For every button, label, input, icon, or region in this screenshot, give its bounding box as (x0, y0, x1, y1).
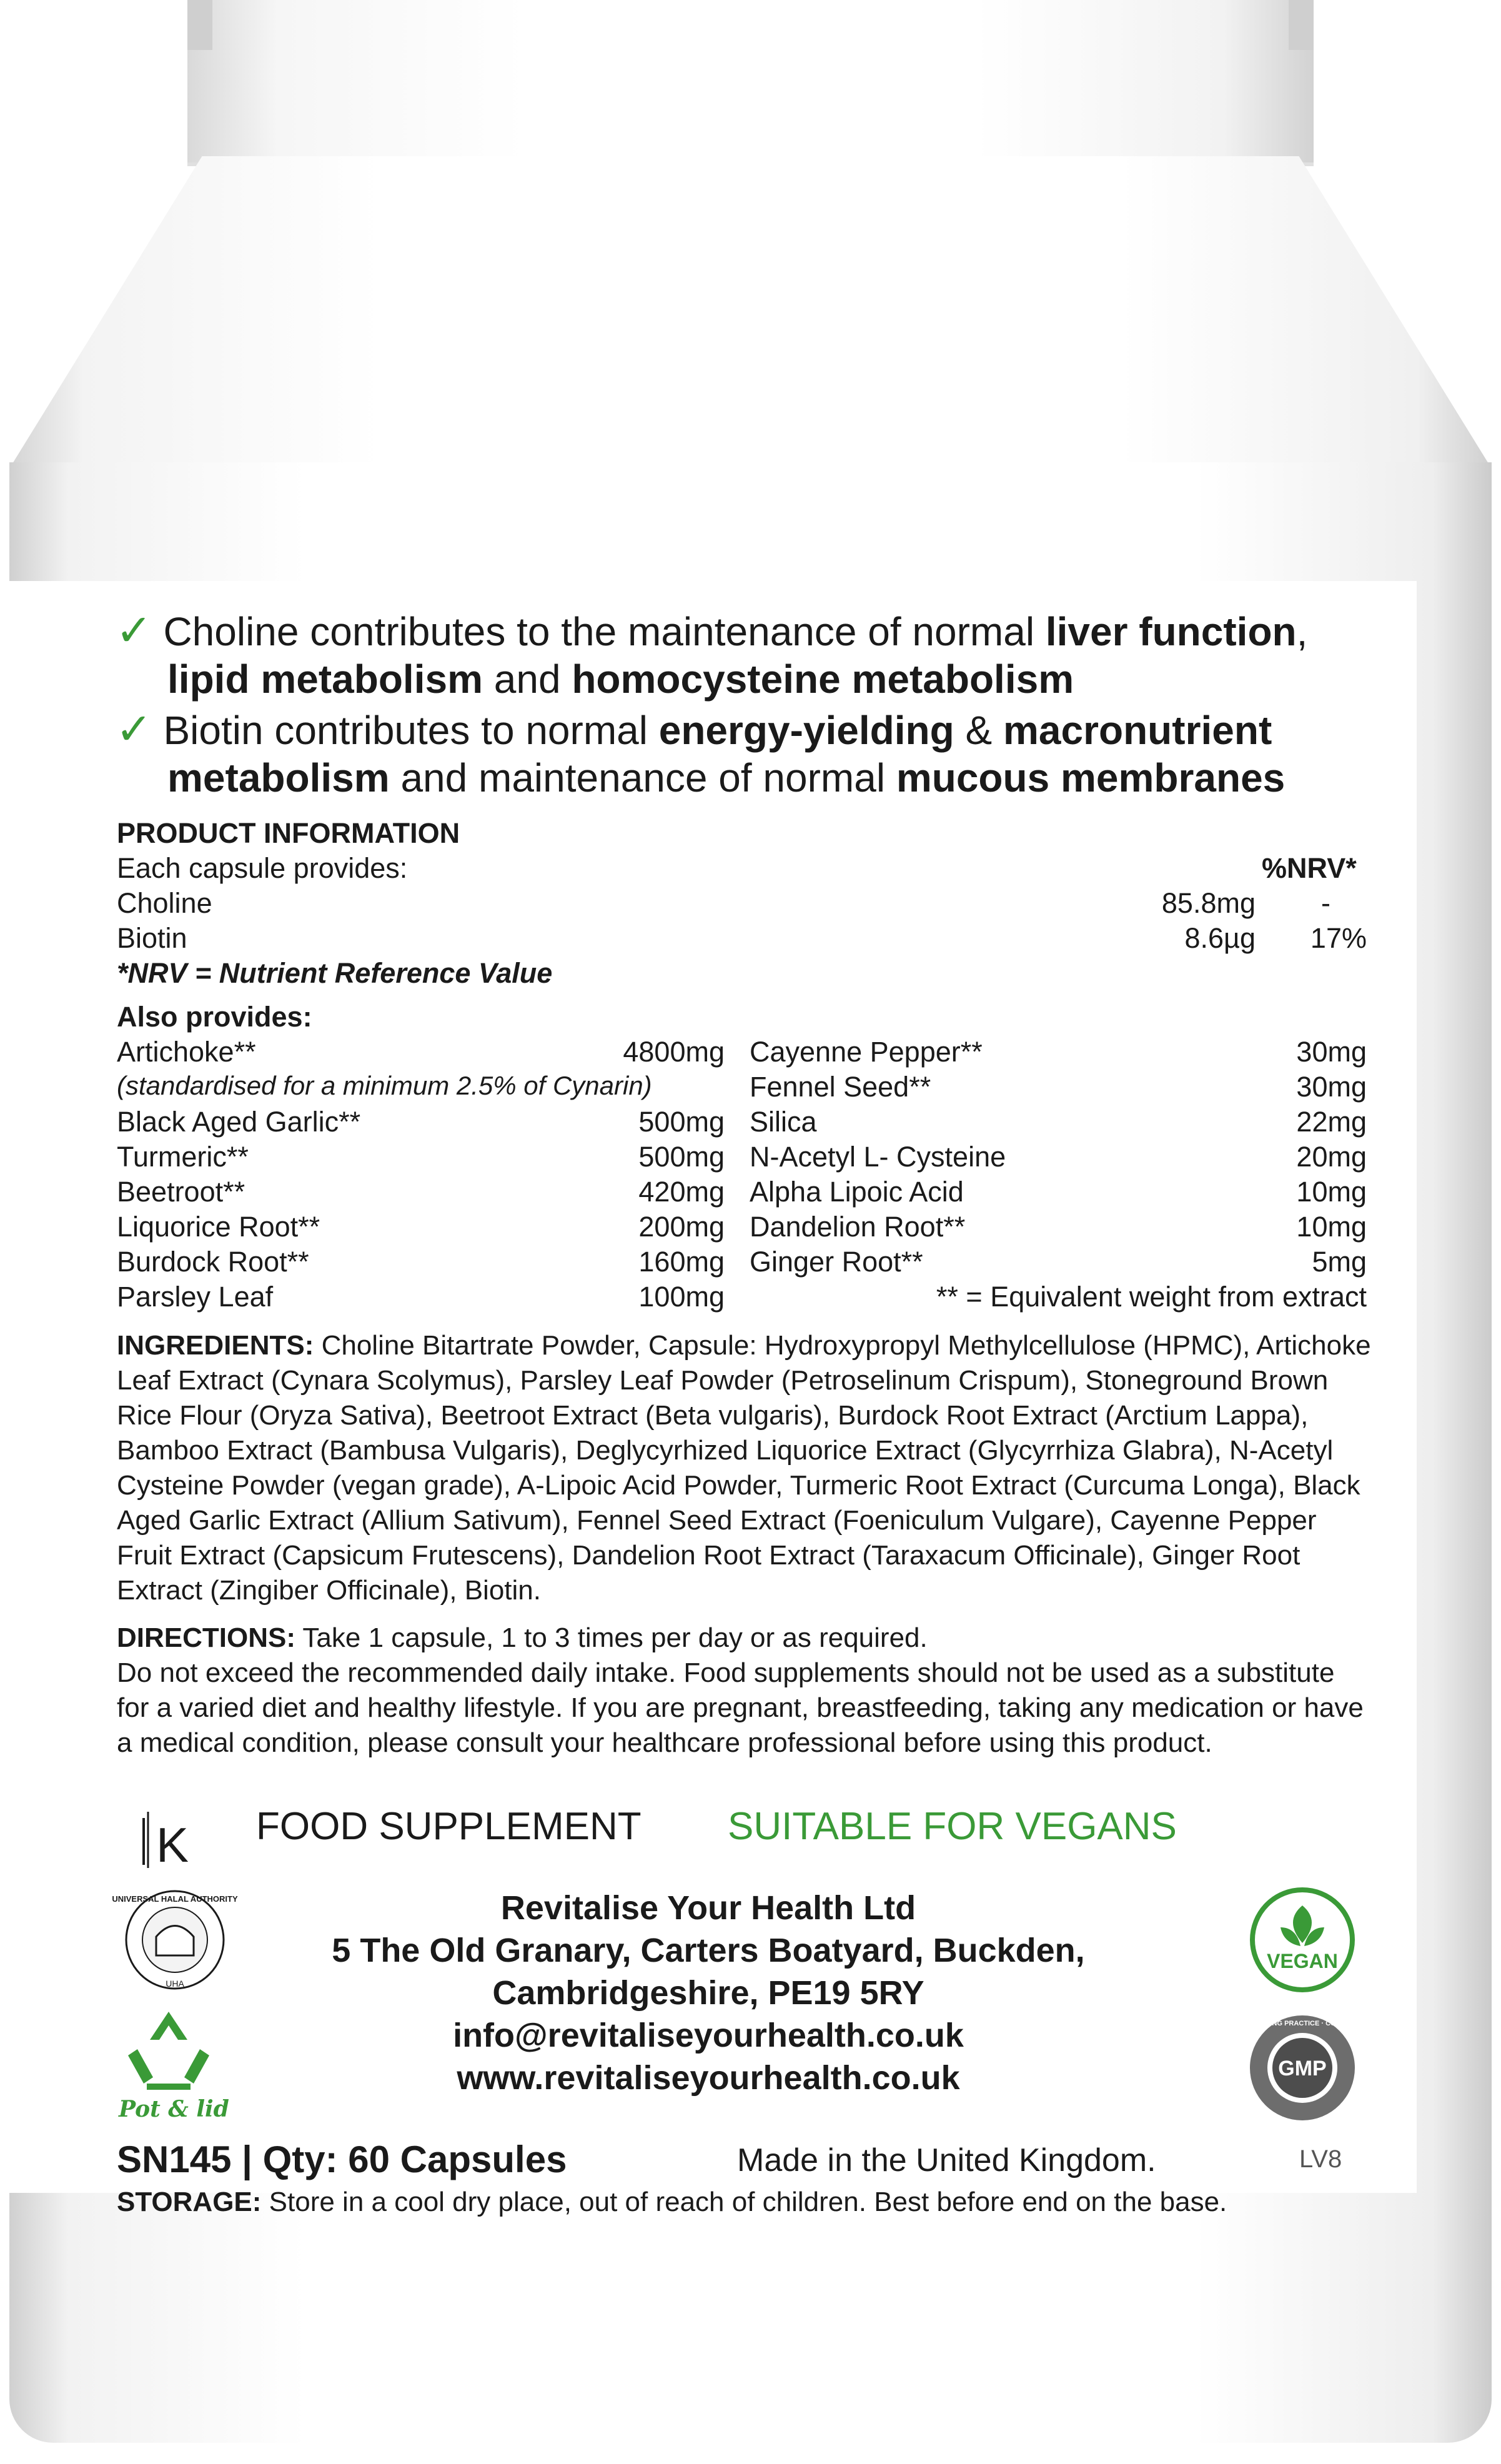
nrv-header: %NRV* (1262, 852, 1357, 884)
storage-text: STORAGE: Store in a cool dry place, out of reach of children. Best before end on the base. (117, 2187, 1227, 2217)
ingredient-amount: 10mg (1296, 1211, 1367, 1243)
equivalent-weight-footnote: ** = Equivalent weight from extract (936, 1281, 1367, 1313)
lv-code: LV8 (1299, 2145, 1342, 2173)
company-name: Revitalise Your Health Ltd (500, 1889, 916, 1927)
ingredient-name: N-Acetyl L- Cysteine (750, 1141, 1006, 1173)
company-address-line2: Cambridgeshire, PE19 5RY (492, 1974, 924, 2012)
ingredient-amount: 5mg (1312, 1246, 1367, 1278)
nutrient-nrv: 17% (1310, 922, 1367, 954)
vegan-badge (1249, 1887, 1355, 1993)
also-provides-heading: Also provides: (117, 1001, 312, 1033)
check-icon: ✓ (116, 605, 152, 656)
nrv-note: *NRV = Nutrient Reference Value (117, 957, 553, 989)
kosher-logo (134, 1806, 203, 1874)
lid-tab-left (187, 0, 212, 50)
ingredient-name: Cayenne Pepper** (750, 1036, 983, 1068)
ingredient-name: Silica (750, 1106, 817, 1138)
nutrient-name: Choline (117, 887, 212, 919)
svg-text:UHA: UHA (166, 1979, 184, 1989)
company-email: info@revitaliseyourhealth.co.uk (453, 2017, 964, 2054)
nutrient-nrv: - (1321, 887, 1330, 919)
ingredient-name: Black Aged Garlic** (117, 1106, 361, 1138)
svg-text:UNIVERSAL HALAL AUTHORITY: UNIVERSAL HALAL AUTHORITY (112, 1894, 238, 1904)
ingredient-note: (standardised for a minimum 2.5% of Cynarin) (117, 1071, 652, 1100)
directions-block: DIRECTIONS: Take 1 capsule, 1 to 3 times per day or as required. (117, 1622, 928, 1653)
lid-tab-right (1289, 0, 1314, 50)
company-address-line1: 5 The Old Granary, Carters Boatyard, Buckden, (332, 1932, 1085, 1969)
ingredient-name: Beetroot** (117, 1176, 245, 1208)
sku-quantity: SN145 | Qty: 60 Capsules (117, 2139, 567, 2180)
ingredient-name: Dandelion Root** (750, 1211, 966, 1243)
ingredient-name: Artichoke** (117, 1036, 256, 1068)
ingredient-amount: 4800mg (623, 1036, 725, 1068)
ingredient-amount: 22mg (1296, 1106, 1367, 1138)
ingredient-amount: 20mg (1296, 1141, 1367, 1173)
company-address (0, 1887, 1417, 2099)
nutrient-amount: 85.8mg (1161, 887, 1256, 919)
ingredient-name: Ginger Root** (750, 1246, 923, 1278)
claim-biotin-line1: ✓ Biotin contributes to normal energy-yielding & macronutrient (116, 703, 1272, 755)
check-icon: ✓ (116, 703, 152, 755)
ingredient-amount: 420mg (638, 1176, 725, 1208)
bottle-shoulder (9, 156, 1492, 469)
kosher-letter: K (156, 1817, 189, 1872)
ingredient-amount: 200mg (638, 1211, 725, 1243)
made-in-text: Made in the United Kingdom. (737, 2142, 1156, 2178)
ingredient-name: Liquorice Root** (117, 1211, 320, 1243)
nutrient-name: Biotin (117, 922, 187, 954)
ingredient-name: Fennel Seed** (750, 1071, 931, 1103)
ingredient-amount: 10mg (1296, 1176, 1367, 1208)
gmp-badge (1199, 2012, 1406, 2124)
nutrient-amount: 8.6µg (1184, 922, 1256, 954)
product-info-heading: PRODUCT INFORMATION (117, 817, 460, 849)
claim-choline-line2: lipid metabolism and homocysteine metabolism (167, 657, 1074, 702)
ingredient-name: Parsley Leaf (117, 1281, 274, 1313)
recycle-caption: Pot & lid (119, 2096, 229, 2122)
warning-block: Do not exceed the recommended daily intake. Food supplements should not be used as a substitute for a varied diet and healthy lifestyle. If you are pregnant, breastfeeding, taking any medication or have a medical condition, please consult your healthcare professional before using this product. (117, 1657, 1364, 1758)
ingredient-name: Alpha Lipoic Acid (750, 1176, 964, 1208)
claim-choline-line1: ✓ Choline contributes to the maintenance of normal liver function, (116, 605, 1308, 656)
ingredient-name: Turmeric** (117, 1141, 249, 1173)
ingredient-amount: 500mg (638, 1141, 725, 1173)
svg-text:GOOD MANUFACTURING PRACTICE ·: GOOD MANUFACTURING PRACTICE · CONSISTENT QUALITY · (1199, 2020, 1406, 2027)
vegan-text: VEGAN (1267, 1950, 1338, 1972)
suitable-for-vegans-text: SUITABLE FOR VEGANS (728, 1805, 1177, 1848)
ingredient-amount: 100mg (638, 1281, 725, 1313)
ingredient-amount: 160mg (638, 1246, 725, 1278)
product-label (0, 581, 1417, 2217)
company-website: www.revitaliseyourhealth.co.uk (457, 2059, 960, 2097)
claim-biotin-line2: metabolism and maintenance of normal mucous membranes (167, 755, 1286, 800)
food-supplement-text: FOOD SUPPLEMENT (256, 1805, 642, 1848)
bottle-lid (187, 0, 1314, 166)
ingredient-amount: 500mg (638, 1106, 725, 1138)
ingredient-amount: 30mg (1296, 1036, 1367, 1068)
each-capsule-text: Each capsule provides: (117, 852, 408, 884)
ingredients-block: INGREDIENTS: Choline Bitartrate Powder, Capsule: Hydroxypropyl Methylcellulose (HPMC), Artichoke Leaf Extract (Cynara Scolymus), Parsley Leaf Powder (Petroselinum Crispum), Stoneground Brown Rice Flour (Oryza Sativa), Beetroot Extract (Beta vulgaris), Burdock Root Extract (Arctium Lappa), Bamboo Extract (Bambusa Vulgaris), Deglycyrhized Liquorice Extract (Glycyrrhiza Glabra), N-Acetyl Cysteine Powder (vegan grade), A-Lipoic Acid Powder, Turmeric Root Extract (Curcuma Longa), Black Aged Garlic Extract (Allium Sativum), Fennel Seed Extract (Foeniculum Vulgare), Cayenne Pepper Fruit Extract (Capsicum Frutescens), Dandelion Root Extract (Taraxacum Officinale), Ginger Root Extract (Zingiber Officinale), Biotin. (117, 1330, 1371, 1606)
gmp-text: GMP (1278, 2057, 1327, 2080)
ingredient-amount: 30mg (1296, 1071, 1367, 1103)
ingredient-name: Burdock Root** (117, 1246, 309, 1278)
